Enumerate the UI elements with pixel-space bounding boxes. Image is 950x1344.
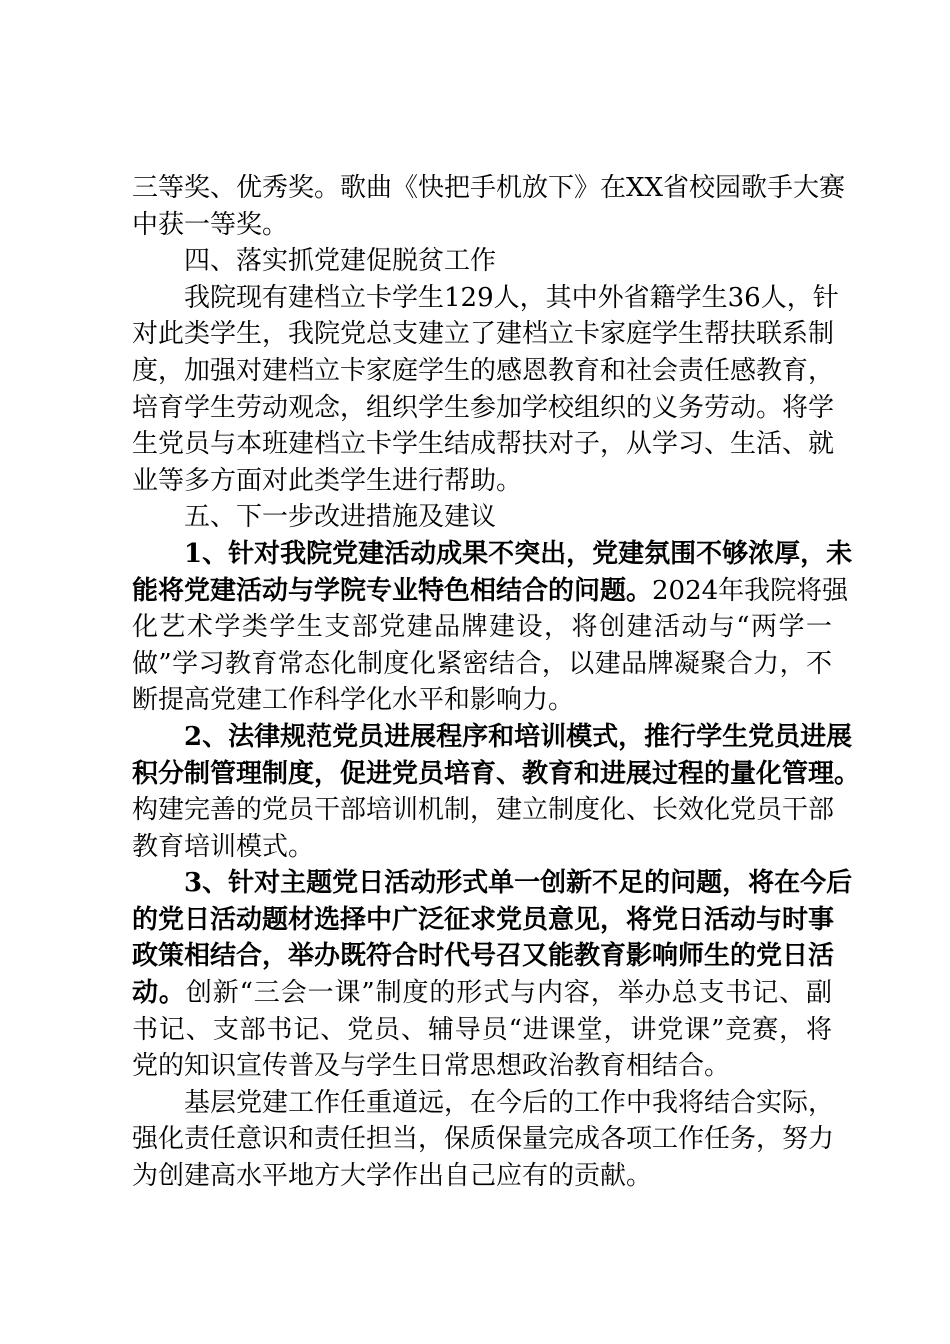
section-heading-4: 四、落实抓党建促脱贫工作 [184,246,497,277]
paragraph-line: 党的知识宣传普及与学生日常思想政治教育相结合。 [132,1051,731,1082]
paragraph-line: 教育培训模式。 [132,831,315,862]
paragraph-line: 中获一等奖。 [132,209,289,240]
paragraph-line: 书记、支部书记、党员、辅导员“进课堂，讲党课”竞赛，将 [132,1014,832,1045]
paragraph-line: 三等奖、优秀奖。歌曲《快把手机放下》在XX省校园歌手大赛 [132,173,846,203]
paragraph-line-bold: 政策相结合，举办既符合时代号召又能教育影响师生的党日活 [132,941,835,972]
paragraph-line: 生党员与本班建档立卡学生结成帮扶对子，从学习、生活、就 [132,429,835,460]
paragraph-line: 断提高党建工作科学化水平和影响力。 [132,685,575,716]
document-page [132,170,861,1195]
normal-text: 2024年我院将强 [652,575,849,606]
paragraph-line: 度，加强对建档立卡家庭学生的感恩教育和社会责任感教育， [132,355,835,386]
paragraph-line-mixed [132,975,832,1012]
paragraph-line: 做”学习教育常态化制度化紧密结合，以建品牌凝聚合力，不 [132,648,832,679]
paragraph-line: 构建完善的党员干部培训机制，建立制度化、长效化党员干部 [132,795,835,826]
paragraph-line: 强化责任意识和责任担当，保质保量完成各项工作任务，努力 [132,1124,835,1155]
paragraph-line-bold: 1、针对我院党建活动成果不突出，党建氛围不够浓厚，未 [184,538,853,569]
bold-lead-text: 能将党建活动与学院专业特色相结合的问题。 [132,575,653,606]
paragraph-line: 化艺术学类学生支部党建品牌建设，将创建活动与“两学一 [132,612,832,643]
normal-text: 创新“三会一课”制度的形式与内容，举办总支书记、副 [185,978,832,1009]
paragraph-line-bold: 的党日活动题材选择中广泛征求党员意见，将党日活动与时事 [132,904,835,935]
paragraph-line: 基层党建工作任重道远，在今后的工作中我将结合实际， [184,1087,835,1118]
paragraph-line-bold: 积分制管理制度，促进党员培育、教育和进展过程的量化管理。 [132,758,861,789]
bold-lead-text: 动。 [132,978,186,1009]
paragraph-line-mixed [132,573,849,610]
paragraph-line: 为创建高水平地方大学作出自己应有的贡献。 [132,1161,653,1192]
paragraph-line-bold: 2、法律规范党员进展程序和培训模式，推行学生党员进展 [184,721,853,752]
paragraph-line: 对此类学生，我院党总支建立了建档立卡家庭学生帮扶联系制 [132,319,835,350]
paragraph-line-bold: 3、针对主题党日活动形式单一创新不足的问题，将在今后 [184,868,853,899]
paragraph-line: 我院现有建档立卡学生129人，其中外省籍学生36人，针 [184,282,839,313]
section-heading-5: 五、下一步改进措施及建议 [184,502,497,533]
paragraph-line: 培育学生劳动观念，组织学生参加学校组织的义务劳动。将学 [132,392,835,423]
paragraph-line: 业等多方面对此类学生进行帮助。 [132,465,523,496]
